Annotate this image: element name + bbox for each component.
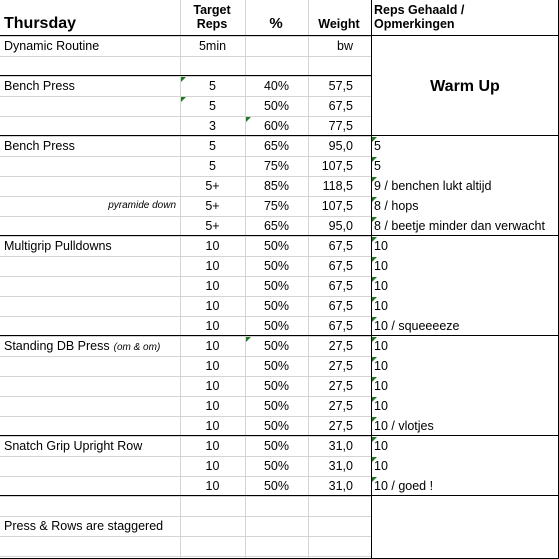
percent-cell[interactable]: 50% bbox=[263, 259, 290, 273]
comment-marker-icon bbox=[372, 357, 377, 362]
percent-cell[interactable]: 75% bbox=[263, 159, 290, 173]
comment-marker-icon bbox=[372, 237, 377, 242]
percent-header: % bbox=[269, 15, 283, 32]
percent-cell[interactable]: 50% bbox=[263, 479, 290, 493]
result-cell[interactable]: 10 bbox=[374, 379, 388, 393]
comment-marker-icon bbox=[372, 177, 377, 182]
target-reps-header-line2: Reps bbox=[196, 17, 228, 31]
weight-cell[interactable]: 95,0 bbox=[328, 139, 353, 153]
reps-done-header-line2: Opmerkingen bbox=[374, 17, 455, 31]
result-cell[interactable]: 9 / benchen lukt altijd bbox=[374, 179, 492, 193]
weight-cell[interactable]: 67,5 bbox=[328, 319, 353, 333]
result-cell[interactable]: 10 bbox=[374, 359, 388, 373]
target-reps-cell[interactable]: 10 bbox=[205, 399, 220, 413]
percent-cell[interactable]: 50% bbox=[263, 459, 290, 473]
comment-marker-icon bbox=[372, 317, 377, 322]
result-cell[interactable]: 10 bbox=[374, 279, 388, 293]
comment-marker-icon bbox=[372, 157, 377, 162]
target-reps-cell[interactable]: 10 bbox=[205, 379, 220, 393]
result-cell[interactable]: 10 / vlotjes bbox=[374, 419, 434, 433]
exercise-cell[interactable]: Multigrip Pulldowns bbox=[4, 239, 112, 253]
target-reps-cell[interactable]: 10 bbox=[205, 259, 220, 273]
percent-cell[interactable]: 50% bbox=[263, 379, 290, 393]
comment-marker-icon bbox=[372, 277, 377, 282]
result-cell[interactable]: 10 bbox=[374, 399, 388, 413]
weight-cell[interactable]: 95,0 bbox=[328, 219, 353, 233]
comment-marker-icon bbox=[372, 397, 377, 402]
result-cell[interactable]: 5 bbox=[374, 139, 381, 153]
weight-cell[interactable]: 27,5 bbox=[328, 399, 353, 413]
percent-cell[interactable]: 50% bbox=[263, 419, 290, 433]
target-reps-cell[interactable]: 10 bbox=[205, 419, 220, 433]
percent-cell[interactable]: 50% bbox=[263, 279, 290, 293]
row-gridline bbox=[0, 496, 371, 497]
row-gridline bbox=[0, 536, 371, 537]
percent-cell[interactable]: 50% bbox=[263, 359, 290, 373]
weight-cell[interactable]: 31,0 bbox=[328, 459, 353, 473]
weight-cell[interactable]: 107,5 bbox=[321, 199, 353, 213]
target-reps-cell[interactable]: 10 bbox=[205, 239, 220, 253]
target-reps-header-line1: Target bbox=[193, 3, 231, 17]
target-reps-cell[interactable]: 5 bbox=[209, 139, 216, 153]
weight-cell[interactable]: 107,5 bbox=[321, 159, 353, 173]
result-cell[interactable]: 10 / goed ! bbox=[374, 479, 434, 493]
target-reps-cell[interactable]: 5 bbox=[209, 99, 216, 113]
day-title: Thursday bbox=[4, 15, 77, 32]
comment-marker-icon bbox=[372, 217, 377, 222]
exercise-cell[interactable]: Standing DB Press (om & om) bbox=[4, 339, 161, 353]
weight-cell[interactable]: 27,5 bbox=[328, 419, 353, 433]
result-cell[interactable]: 10 bbox=[374, 459, 388, 473]
comment-marker-icon bbox=[372, 477, 377, 482]
target-reps-header bbox=[180, 3, 244, 31]
reps-done-header-line1: Reps Gehaald / bbox=[374, 3, 465, 17]
target-reps-cell[interactable]: 10 bbox=[205, 479, 220, 493]
weight-cell[interactable]: 57,5 bbox=[328, 79, 353, 93]
percent-cell[interactable]: 85% bbox=[263, 179, 290, 193]
percent-cell[interactable]: 50% bbox=[263, 339, 290, 353]
target-reps-cell[interactable]: 5+ bbox=[205, 179, 220, 193]
target-reps-cell[interactable]: 10 bbox=[205, 459, 220, 473]
row-gridline bbox=[0, 56, 371, 57]
weight-cell[interactable]: 27,5 bbox=[328, 379, 353, 393]
target-reps-cell[interactable]: 10 bbox=[205, 359, 220, 373]
comment-marker-icon bbox=[181, 97, 186, 102]
weight-cell[interactable]: 118,5 bbox=[322, 179, 353, 193]
weight-cell[interactable]: 67,5 bbox=[328, 279, 353, 293]
comment-marker-icon bbox=[372, 377, 377, 382]
target-reps-cell[interactable]: 10 bbox=[205, 299, 220, 313]
target-reps-cell[interactable]: 10 bbox=[205, 279, 220, 293]
result-cell[interactable]: 10 bbox=[374, 259, 388, 273]
row-gridline bbox=[0, 556, 371, 557]
comment-marker-icon bbox=[372, 197, 377, 202]
exercise-note[interactable]: pyramide down bbox=[108, 200, 176, 211]
percent-cell[interactable]: 50% bbox=[263, 299, 290, 313]
percent-cell[interactable]: 65% bbox=[263, 219, 290, 233]
percent-cell[interactable]: 60% bbox=[263, 119, 290, 133]
exercise-cell[interactable]: Bench Press bbox=[4, 139, 75, 153]
result-cell[interactable]: 10 bbox=[374, 239, 388, 253]
comment-marker-icon bbox=[246, 117, 251, 122]
percent-cell[interactable]: 50% bbox=[263, 399, 290, 413]
reps-done-header bbox=[374, 3, 464, 31]
target-reps-cell[interactable]: 5 bbox=[209, 79, 216, 93]
target-reps-cell[interactable]: 10 bbox=[205, 439, 220, 453]
comment-marker-icon bbox=[372, 417, 377, 422]
comment-marker-icon bbox=[372, 137, 377, 142]
warm-up-label: Warm Up bbox=[430, 78, 500, 95]
percent-cell[interactable]: 65% bbox=[263, 139, 290, 153]
target-reps-cell[interactable]: 5+ bbox=[205, 199, 220, 213]
weight-cell[interactable]: 67,5 bbox=[328, 99, 353, 113]
exercise-cell[interactable]: Dynamic Routine bbox=[4, 39, 100, 53]
comment-marker-icon bbox=[246, 337, 251, 342]
weight-cell[interactable]: 67,5 bbox=[328, 259, 353, 273]
target-reps-cell[interactable]: 5min bbox=[198, 39, 227, 53]
exercise-cell[interactable]: Snatch Grip Upright Row bbox=[4, 439, 143, 453]
result-cell[interactable]: 10 bbox=[374, 439, 388, 453]
results-section-border bbox=[371, 135, 559, 136]
comment-marker-icon bbox=[372, 457, 377, 462]
result-cell[interactable]: 8 / beetje minder dan verwacht bbox=[374, 219, 545, 233]
percent-cell[interactable]: 50% bbox=[263, 439, 290, 453]
percent-cell[interactable]: 50% bbox=[263, 239, 290, 253]
result-cell[interactable]: 10 bbox=[374, 299, 388, 313]
result-cell[interactable]: 10 bbox=[374, 339, 388, 353]
comment-marker-icon bbox=[372, 297, 377, 302]
comment-marker-icon bbox=[372, 437, 377, 442]
target-reps-cell[interactable]: 5 bbox=[209, 159, 216, 173]
result-cell[interactable]: 8 / hops bbox=[374, 199, 419, 213]
percent-cell[interactable]: 50% bbox=[263, 99, 290, 113]
exercise-note: (om & om) bbox=[113, 342, 161, 353]
weight-cell[interactable]: 27,5 bbox=[328, 359, 353, 373]
target-reps-cell[interactable]: 10 bbox=[205, 319, 220, 333]
percent-cell[interactable]: 75% bbox=[263, 199, 290, 213]
exercise-cell[interactable]: Press & Rows are staggered bbox=[4, 519, 164, 533]
weight-cell[interactable]: 67,5 bbox=[328, 299, 353, 313]
weight-cell[interactable]: 31,0 bbox=[328, 439, 353, 453]
weight-cell[interactable]: 77,5 bbox=[328, 119, 353, 133]
comment-marker-icon bbox=[372, 257, 377, 262]
percent-cell[interactable]: 40% bbox=[263, 79, 290, 93]
result-cell[interactable]: 5 bbox=[374, 159, 381, 173]
weight-cell[interactable]: bw bbox=[337, 39, 353, 53]
comment-marker-icon bbox=[372, 337, 377, 342]
weight-cell[interactable]: 31,0 bbox=[328, 479, 353, 493]
weight-cell[interactable]: 27,5 bbox=[328, 339, 353, 353]
exercise-cell[interactable]: Bench Press bbox=[4, 79, 75, 93]
result-cell[interactable]: 10 / squeeeeze bbox=[374, 319, 460, 333]
target-reps-cell[interactable]: 10 bbox=[205, 339, 220, 353]
target-reps-cell[interactable]: 5+ bbox=[205, 219, 220, 233]
weight-header: Weight bbox=[318, 17, 360, 31]
target-reps-cell[interactable]: 3 bbox=[209, 119, 216, 133]
weight-cell[interactable]: 67,5 bbox=[328, 239, 353, 253]
percent-cell[interactable]: 50% bbox=[263, 319, 290, 333]
comment-marker-icon bbox=[181, 77, 186, 82]
